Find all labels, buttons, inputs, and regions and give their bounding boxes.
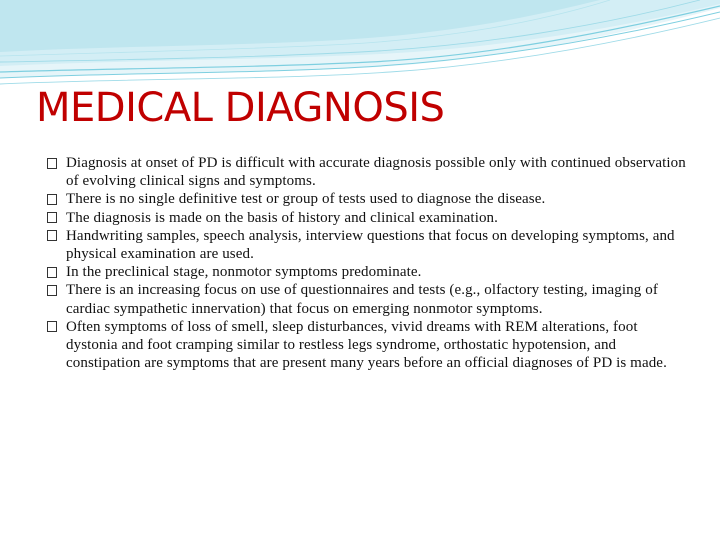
list-item [47,154,687,190]
bullet-text: Handwriting samples, speech analysis, interview questions that focus on developing symptoms, and physical examination are used. [66,227,675,263]
list-item [47,190,687,208]
list-item [47,263,687,281]
box-icon [47,212,57,223]
list-item [47,209,687,227]
list-item [47,227,687,263]
box-icon [47,194,57,205]
list-item [47,281,687,317]
bullet-text: The diagnosis is made on the basis of history and clinical examination. [66,209,499,226]
box-icon [47,230,57,241]
bullet-text: Often symptoms of loss of smell, sleep disturbances, vivid dreams with REM alterations, foot dystonia and foot cramping similar to restless legs syndrome, orthostatic hypotension, and constipation are symptoms that are present many years before an official diagnoses of PD is made. [66,318,667,372]
bullet-text: In the preclinical stage, nonmotor symptoms predominate. [66,264,422,281]
bullet-text: There is an increasing focus on use of questionnaires and tests (e.g., olfactory testing, imaging of cardiac sympathetic innervation) that focus on emerging nonmotor symptoms. [66,282,658,317]
bullet-text: Diagnosis at onset of PD is difficult with accurate diagnosis possible only with continued observation of evolving clinical signs and symptoms. [66,155,686,190]
bullet-list [47,154,687,372]
slide-title: MEDICAL DIAGNOSIS [36,85,445,131]
box-icon [47,321,57,332]
box-icon [47,158,57,169]
bullet-text: There is no single definitive test or group of tests used to diagnose the disease. [66,191,546,208]
box-icon [47,285,57,296]
box-icon [47,267,57,278]
list-item [47,318,687,373]
